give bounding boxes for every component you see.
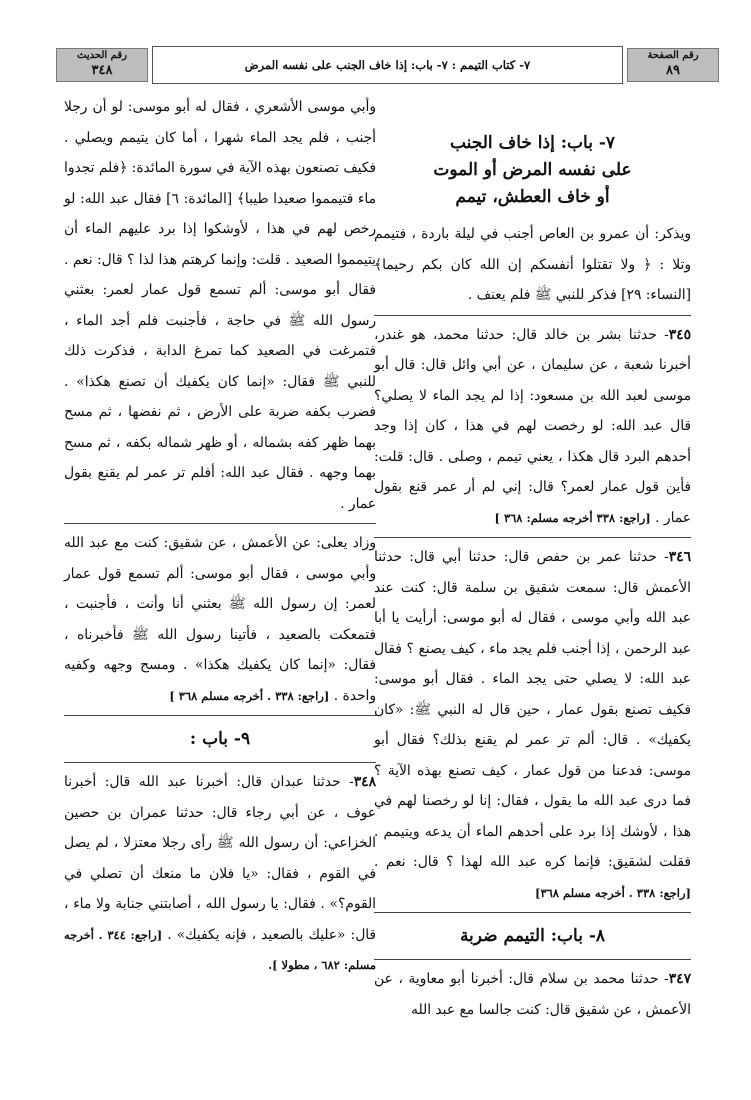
hadith-348-number: ٣٤٨ [353, 774, 376, 790]
hadith-347 [374, 964, 691, 1025]
hadith-348-text: - حدثنا عبدان قال: أخبرنا عبد الله قال: أخبرنا عوف ، عن أبي رجاء قال: حدثنا عمران بن حصين الخزاعي: أن رسول الله ﷺ رأى رجلا معتزلا ، لم يصل في القوم ، فقال: «يا فلان ما منعك أن تصلي في القوم؟» . فقال: يا رسول الله ، أصابتني جنابة ولا ماء ، قال: «عليك بالصعيد ، فإنه يكفيك» . [64, 774, 377, 943]
hadith-348 [64, 767, 376, 981]
page-number: ٨٩ [666, 63, 680, 78]
divider [374, 912, 691, 913]
hadith-347-number: ٣٤٧ [668, 971, 691, 987]
section-heading-9: ٩- باب : [189, 729, 251, 749]
hadith-number-label: رقم الحديث [77, 50, 127, 61]
hadith-345-number: ٣٤٥ [668, 326, 691, 343]
heading-line-1: ٧- باب: إذا خاف الجنب [449, 133, 616, 153]
page-number-label: رقم الصفحة [647, 50, 699, 61]
heading-line-3: أو خاف العطش، تيمم [455, 187, 610, 207]
intro-paragraph: ويذكر: أن عمرو بن العاص أجنب في ليلة باردة ، فتيمم وتلا : ﴿ ولا تقتلوا أنفسكم إن الله كان بكم رحيما﴾ [النساء: ٢٩] فذكر للنبي ﷺ فلم يعنف . [374, 226, 691, 303]
divider [374, 315, 691, 316]
ziyada-paragraph [64, 528, 376, 711]
hadith-number: ٣٤٨ [91, 63, 113, 78]
hadith-345 [374, 320, 691, 534]
hadith-number-box [56, 48, 148, 82]
heading-line-2: على نفسه المرض أو الموت [433, 160, 632, 180]
hadith-346-reference: [راجع: ٣٣٨ . أخرجه مسلم ٣٦٨] [534, 885, 691, 900]
page-header [56, 44, 719, 86]
divider [374, 959, 691, 960]
hadith-347-text: - حدثنا محمد بن سلام قال: أخبرنا أبو معاوية ، عن الأعمش ، عن شقيق قال: كنت جالسا مع عبد الله [374, 971, 691, 1018]
ziyada-text: وزاد يعلى: عن الأعمش ، عن شقيق: كنت مع عبد الله وأبي موسى ، فقال أبو موسى: ألم تسمع قول عمار لعمر: إن رسول الله ﷺ بعثني أنا وأنت ، فأجنبت ، فتمعكت بالصعيد ، فأتينا رسول الله ﷺ فأخبرناه ، فقال: «إنما كان يكفيك هكذا» . ومسح وجهه وكفيه واحدة . [64, 535, 376, 704]
hadith-345-reference: [راجع: ٣٣٨ أخرجه مسلم: ٣٦٨ ] [494, 510, 651, 525]
hadith-347-reference: [راجع: ٣٣٨ . أخرجه مسلم ٣٦٨ ] [169, 688, 330, 703]
hadith-346 [374, 542, 691, 908]
hadith-347-continuation: وأبي موسى الأشعري ، فقال له أبو موسى: لو أن رجلا أجنب ، فلم يجد الماء شهرا ، أما كان يتيمم ويصلي . فكيف تصنعون بهذه الآية في سورة المائدة: ﴿فلم تجدوا ماء فتيمموا صعيدا طيبا﴾ [المائدة: ٦] فقال عبد الله: لو رخص لهم في هذا ، لأوشكوا إذا برد عليهم الماء أن يتيمموا الصعيد . قلت: وإنما كرهتم هذا لذا ؟ قال: نعم . فقال أبو موسى: ألم تسمع قول عمار لعمر: بعثني رسول الله ﷺ في حاجة ، فأجنبت فلم أجد الماء ، فتمرغت في الصعيد كما تمرغ الدابة ، فذكرت ذلك للنبي ﷺ فقال: «إنما كان يكفيك أن تصنع هكذا» . فضرب بكفه ضربة على الأرض ، ثم نفضها ، ثم مسح بهما ظهر كفه بشماله ، أو ظهر شماله بكفه ، ثم مسح بهما وجهه . فقال عبد الله: أفلم تر عمر لم يقنع بقول عمار . [64, 99, 376, 512]
section-heading-8: ٨- باب: التيمم ضربة [459, 926, 606, 946]
divider [374, 537, 691, 538]
chapter-title: ٧- كتاب التيمم : ٧- باب: إذا خاف الجنب على نفسه المرض [152, 46, 623, 84]
right-column [374, 92, 691, 1025]
hadith-346-text: - حدثنا عمر بن حفص قال: حدثنا أبي قال: حدثنا الأعمش قال: سمعت شقيق بن سلمة قال: كنت عند عبد الله وأبي موسى ، فقال له أبو موسى: أرأيت يا أبا عبد الرحمن ، إذا أجنب فلم يجد ماء ، كيف يصنع ؟ فقال عبد الله: لا يصلي حتى يجد الماء . فقال أبو موسى: فكيف تصنع بقول عمار ، حين قال له النبي ﷺ: «كان يكفيك» . قال: ألم تر عمر لم يقنع بذلك؟ فقال أبو موسى: فدعنا من قول عمار ، كيف تصنع بهذه الآية ؟ فما درى عبد الله ما يقول ، فقال: إنا لو رخصنا لهم في هذا ، لأوشك إذا برد على أحدهم الماء أن يدعه ويتيمم . فقلت لشقيق: فإنما كره عبد الله لهذا ؟ قال: نعم . [374, 549, 691, 870]
hadith-345-text: - حدثنا بشر بن خالد قال: حدثنا محمد، هو غندر، أخبرنا شعبة ، عن سليمان ، عن أبي وائل قال: قال أبو موسى لعبد الله بن مسعود: إذا لم يجد الماء لا يصلي؟ قال عبد الله: لو رخصت لهم في هذا ، كان إذا وجد أحدهم البرد قال هكذا ، يعني تيمم ، وصلى . قال: قلت: فأين قول عمار لعمر؟ قال: إني لم أر عمر قنع بقول عمار . [374, 326, 691, 526]
page-number-box [627, 48, 719, 82]
section-heading-7 [374, 92, 691, 219]
left-column [64, 92, 376, 981]
divider [64, 523, 376, 524]
divider [64, 715, 376, 716]
hadith-346-number: ٣٤٦ [668, 549, 691, 565]
divider [64, 762, 376, 763]
hadith-348-reference: [راجع: ٣٤٤ . أخرجه مسلم: ٦٨٢ ، مطولا ]. [64, 927, 376, 972]
